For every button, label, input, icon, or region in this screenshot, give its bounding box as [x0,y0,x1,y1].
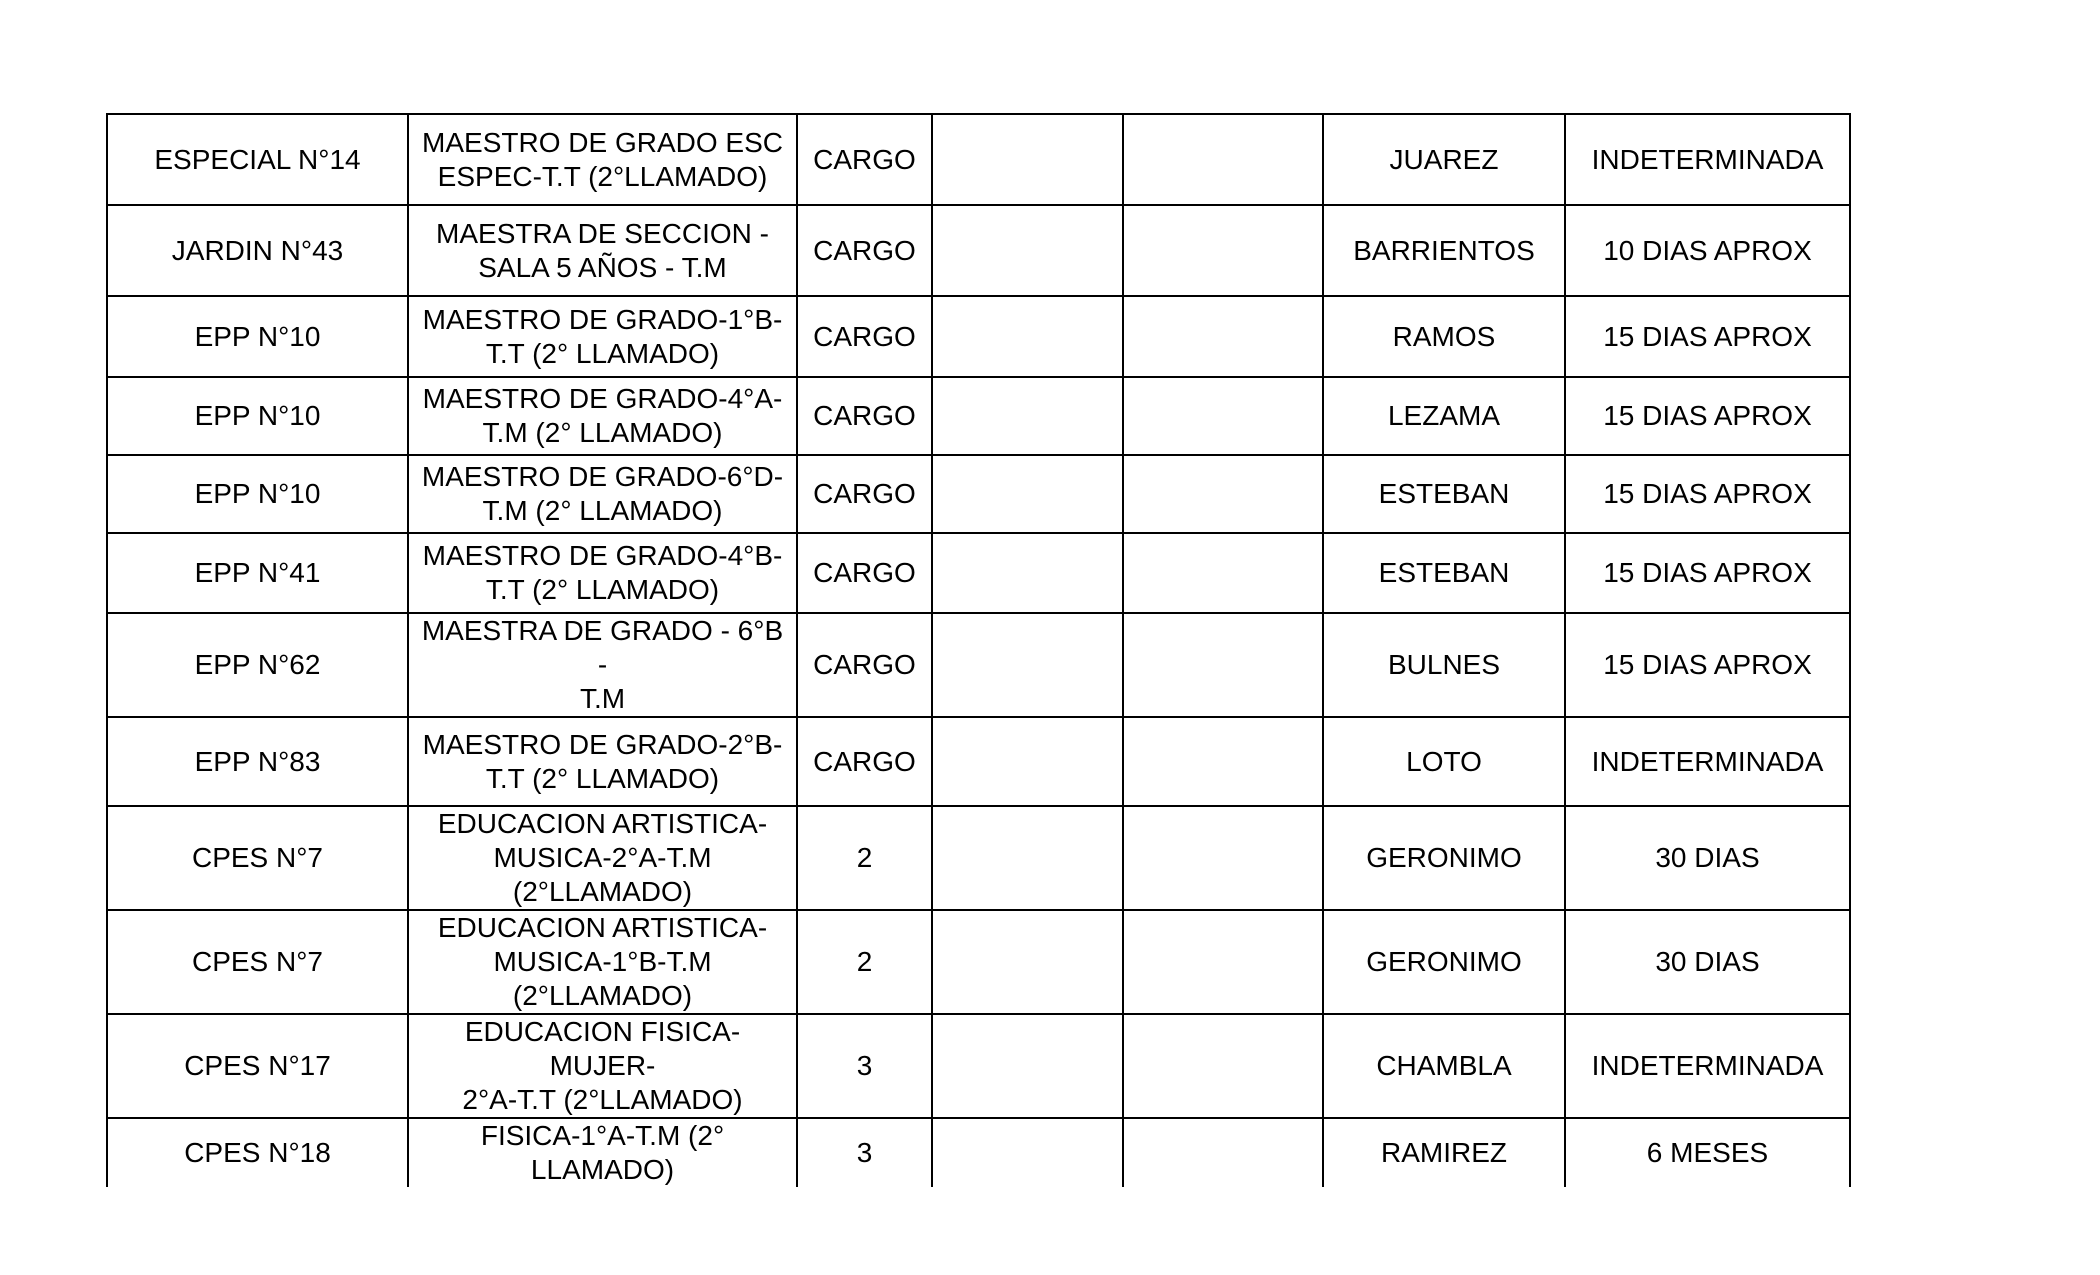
school-cell: ESPECIAL N°14 [107,114,408,205]
school-cell: EPP N°83 [107,717,408,806]
table-row [107,114,1850,205]
position-cell: MAESTRA DE SECCION - SALA 5 AÑOS - T.M [408,205,797,296]
duration-cell: 15 DIAS APROX [1565,455,1850,533]
empty-cell [1123,296,1323,377]
duration-cell: 15 DIAS APROX [1565,613,1850,717]
hours-cell: 2 [797,910,932,1014]
empty-cell [1123,455,1323,533]
school-cell: CPES N°7 [107,806,408,910]
name-cell: LEZAMA [1323,377,1565,455]
empty-cell [1123,1014,1323,1118]
table-row [107,455,1850,533]
table-row [107,613,1850,717]
empty-cell [932,1118,1123,1187]
school-cell: EPP N°10 [107,296,408,377]
hours-cell: 2 [797,806,932,910]
hours-cell: CARGO [797,613,932,717]
duration-cell: 30 DIAS [1565,910,1850,1014]
empty-cell [1123,717,1323,806]
table-row [107,377,1850,455]
position-cell: EDUCACION FISICA-MUJER- 2°A-T.T (2°LLAMADO) [408,1014,797,1118]
empty-cell [1123,806,1323,910]
name-cell: GERONIMO [1323,910,1565,1014]
duration-cell: 15 DIAS APROX [1565,296,1850,377]
table-row [107,717,1850,806]
position-cell: MAESTRO DE GRADO-2°B- T.T (2° LLAMADO) [408,717,797,806]
school-cell: EPP N°10 [107,377,408,455]
empty-cell [932,114,1123,205]
empty-cell [1123,533,1323,613]
duration-cell: 6 MESES [1565,1118,1850,1187]
hours-cell: CARGO [797,377,932,455]
school-cell: CPES N°18 [107,1118,408,1187]
empty-cell [1123,377,1323,455]
duration-cell: 15 DIAS APROX [1565,377,1850,455]
empty-cell [932,613,1123,717]
table-row [107,910,1850,1014]
duration-cell: INDETERMINADA [1565,114,1850,205]
hours-cell: CARGO [797,455,932,533]
empty-cell [932,806,1123,910]
empty-cell [932,455,1123,533]
table-row [107,296,1850,377]
hours-cell: CARGO [797,114,932,205]
hours-cell: CARGO [797,296,932,377]
empty-cell [1123,1118,1323,1187]
name-cell: JUAREZ [1323,114,1565,205]
position-cell: MAESTRO DE GRADO-4°A- T.M (2° LLAMADO) [408,377,797,455]
empty-cell [1123,613,1323,717]
hours-cell: 3 [797,1014,932,1118]
position-cell: EDUCACION ARTISTICA- MUSICA-1°B-T.M (2°LLAMADO) [408,910,797,1014]
name-cell: BARRIENTOS [1323,205,1565,296]
position-cell: MAESTRO DE GRADO-4°B- T.T (2° LLAMADO) [408,533,797,613]
duration-cell: INDETERMINADA [1565,1014,1850,1118]
position-cell: MAESTRO DE GRADO-1°B- T.T (2° LLAMADO) [408,296,797,377]
empty-cell [932,717,1123,806]
school-cell: CPES N°17 [107,1014,408,1118]
school-cell: EPP N°62 [107,613,408,717]
position-cell: MAESTRO DE GRADO ESC ESPEC-T.T (2°LLAMADO) [408,114,797,205]
school-cell: EPP N°10 [107,455,408,533]
duration-cell: 30 DIAS [1565,806,1850,910]
school-cell: CPES N°7 [107,910,408,1014]
table-row [107,1118,1850,1187]
duration-cell: 10 DIAS APROX [1565,205,1850,296]
name-cell: RAMOS [1323,296,1565,377]
name-cell: LOTO [1323,717,1565,806]
position-cell: MAESTRO DE GRADO-6°D- T.M (2° LLAMADO) [408,455,797,533]
table-row [107,806,1850,910]
duration-cell: INDETERMINADA [1565,717,1850,806]
empty-cell [1123,910,1323,1014]
empty-cell [1123,114,1323,205]
vacancy-table [106,113,1851,1187]
duration-cell: 15 DIAS APROX [1565,533,1850,613]
position-cell: MAESTRA DE GRADO - 6°B - T.M [408,613,797,717]
position-cell: FISICA-1°A-T.M (2° LLAMADO) [408,1118,797,1187]
empty-cell [932,205,1123,296]
name-cell: CHAMBLA [1323,1014,1565,1118]
name-cell: GERONIMO [1323,806,1565,910]
hours-cell: CARGO [797,717,932,806]
document-page [106,113,1849,1185]
empty-cell [932,1014,1123,1118]
name-cell: RAMIREZ [1323,1118,1565,1187]
empty-cell [932,377,1123,455]
empty-cell [932,296,1123,377]
hours-cell: CARGO [797,533,932,613]
name-cell: BULNES [1323,613,1565,717]
table-row [107,205,1850,296]
name-cell: ESTEBAN [1323,455,1565,533]
school-cell: JARDIN N°43 [107,205,408,296]
empty-cell [932,910,1123,1014]
table-row [107,533,1850,613]
empty-cell [932,533,1123,613]
hours-cell: CARGO [797,205,932,296]
name-cell: ESTEBAN [1323,533,1565,613]
hours-cell: 3 [797,1118,932,1187]
position-cell: EDUCACION ARTISTICA- MUSICA-2°A-T.M (2°LLAMADO) [408,806,797,910]
table-row [107,1014,1850,1118]
school-cell: EPP N°41 [107,533,408,613]
empty-cell [1123,205,1323,296]
